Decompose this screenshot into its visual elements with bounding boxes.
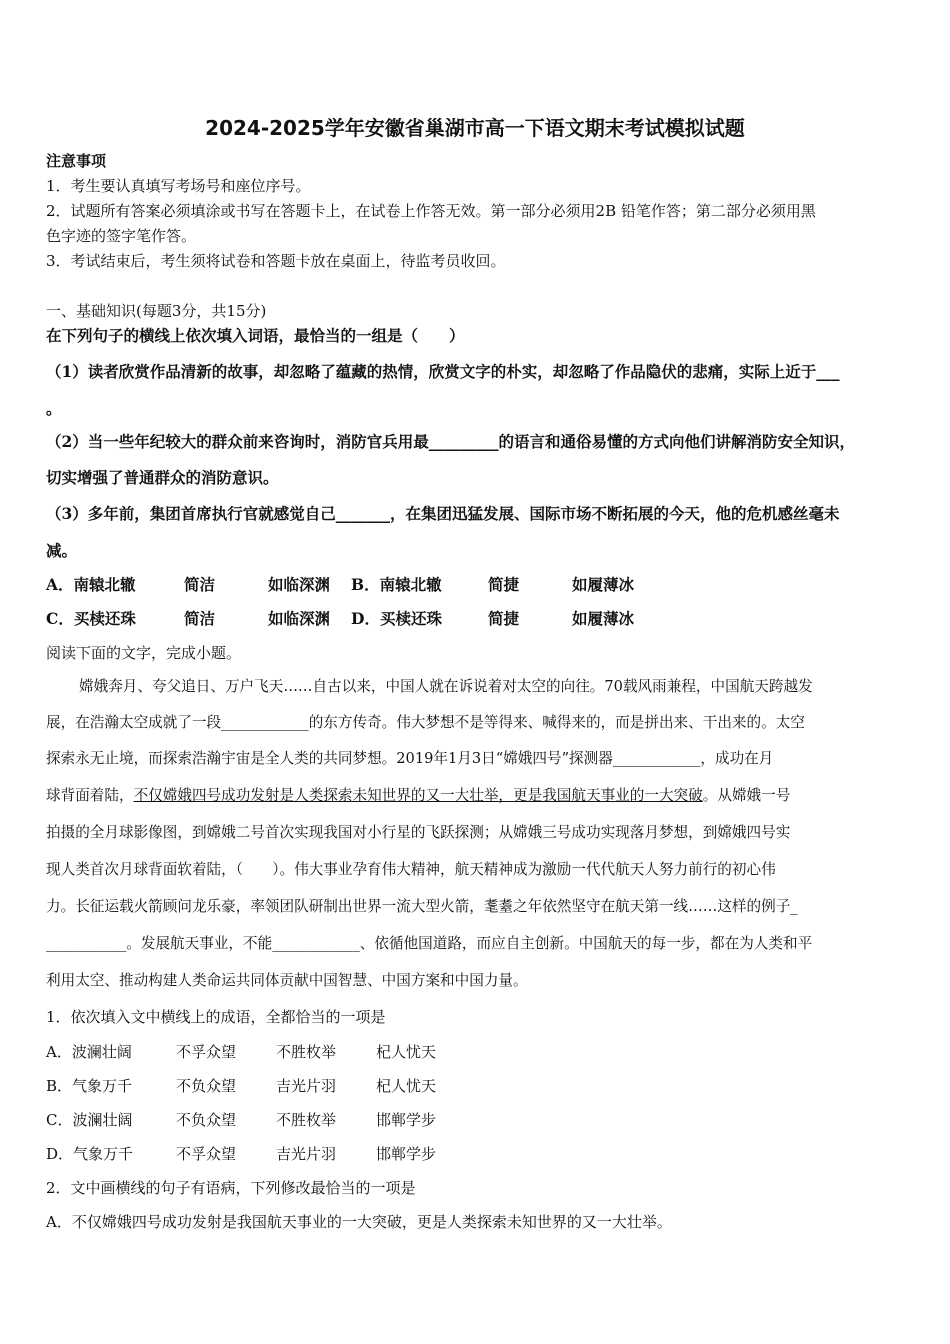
question-stem: 在下列句子的横线上依次填入词语，最恰当的一组是（ ） <box>46 326 465 345</box>
question-1-stem: 1．依次填入文中横线上的成语，全都恰当的一项是 <box>46 1008 386 1026</box>
option-d-word3: 如履薄冰 <box>572 609 635 628</box>
q1-option-a: A．波澜壮阔 <box>46 1043 132 1061</box>
passage-text: 球背面着陆， <box>46 787 134 804</box>
passage-line: 嫦娥奔月、夸父追日、万户飞天……自古以来，中国人就在诉说着对太空的向往。70载风雨兼程，中国航天跨越发 <box>79 678 813 695</box>
q1-option-c-word: 不负众望 <box>176 1111 237 1129</box>
q1-option-d-word: 不孚众望 <box>176 1145 237 1163</box>
passage-line: 展，在浩瀚太空成就了一段____________的东方传奇。伟大梦想不是等得来、喊得来的，而是拼出来、干出来的。太空 <box>46 714 805 731</box>
q1-option-b-word: 吉光片羽 <box>276 1077 337 1095</box>
sentence-1: （1）读者欣赏作品清新的故事，却忽略了蕴藏的热情，欣赏文字的朴实，却忽略了作品隐伏的悲痛，实际上近于___ <box>46 362 840 381</box>
page-title: 2024-2025学年安徽省巢湖市高一下语文期末考试模拟试题 <box>205 116 745 140</box>
q1-option-d-word: 邯郸学步 <box>376 1145 437 1163</box>
sentence-1-end: 。 <box>46 399 62 418</box>
option-c-word3: 如临深渊 <box>268 609 331 628</box>
option-d-word1: D．买椟还珠 <box>351 609 442 628</box>
q1-option-d: D．气象万千 <box>46 1145 134 1163</box>
q1-option-d-word: 吉光片羽 <box>276 1145 337 1163</box>
sentence-3: （3）多年前，集团首席执行官就感觉自己_______，在集团迅猛发展、国际市场不断拓展的今天，他的危机感丝毫未 <box>46 504 840 523</box>
q1-option-a-word: 杞人忧天 <box>376 1043 437 1061</box>
question-2-stem: 2．文中画横线的句子有语病，下列修改最恰当的一项是 <box>46 1179 416 1197</box>
option-a-word3: 如临深渊 <box>268 575 331 594</box>
notice-item: 3．考试结束后，考生须将试卷和答题卡放在桌面上，待监考员收回。 <box>46 252 506 270</box>
passage-line: 拍摄的全月球影像图，到嫦娥二号首次实现我国对小行星的飞跃探测；从嫦娥三号成功实现落月梦想，到嫦娥四号实 <box>46 824 791 841</box>
passage-text: 。从嫦娥一号 <box>702 787 791 804</box>
passage-line: 利用太空、推动构建人类命运共同体贡献中国智慧、中国方案和中国力量。 <box>46 972 528 989</box>
option-a-word1: A．南辕北辙 <box>46 575 136 594</box>
q1-option-a-word: 不孚众望 <box>176 1043 237 1061</box>
q1-option-b-word: 不负众望 <box>176 1077 237 1095</box>
passage-line <box>46 785 790 807</box>
sentence-3-end: 减。 <box>46 541 78 560</box>
q1-option-b-word: 杞人忧天 <box>376 1077 437 1095</box>
passage-line: ___________。发展航天事业，不能____________、依循他国道路，而应自主创新。中国航天的每一步，都在为人类和平 <box>46 935 813 952</box>
passage-line: 力。长征运载火箭顾问龙乐豪，率领团队研制出世界一流大型火箭，耄耋之年依然坚守在航天第一线……这样的例子_ <box>46 898 798 915</box>
option-d-word2: 简捷 <box>488 609 520 628</box>
q1-option-c-word: 邯郸学步 <box>376 1111 437 1129</box>
passage-line: 现人类首次月球背面软着陆，（ ）。伟大事业孕育伟大精神，航天精神成为激励一代代航天人努力前行的初心伟 <box>46 861 776 878</box>
q1-option-b: B．气象万千 <box>46 1077 133 1095</box>
option-c-word1: C．买椟还珠 <box>46 609 136 628</box>
notice-heading: 注意事项 <box>46 152 107 170</box>
reading-intro: 阅读下面的文字，完成小题。 <box>46 644 242 662</box>
notice-item: 色字迹的签字笔作答。 <box>46 227 197 245</box>
option-b-word2: 简捷 <box>488 575 520 594</box>
q1-option-a-word: 不胜枚举 <box>276 1043 337 1061</box>
notice-item: 2．试题所有答案必须填涂或书写在答题卡上，在试卷上作答无效。第一部分必须用2B 铅笔作答；第二部分必须用黑 <box>46 202 816 220</box>
q1-option-c: C．波澜壮阔 <box>46 1111 133 1129</box>
option-c-word2: 简洁 <box>184 609 216 628</box>
option-a-word2: 简洁 <box>184 575 216 594</box>
sentence-2-end: 切实增强了普通群众的消防意识。 <box>46 468 279 487</box>
section-heading: 一、基础知识(每题3分，共15分) <box>46 302 267 320</box>
option-b-word3: 如履薄冰 <box>572 575 635 594</box>
q1-option-c-word: 不胜枚举 <box>276 1111 337 1129</box>
sentence-2: （2）当一些年纪较大的群众前来咨询时，消防官兵用最_________的语言和通俗易懂的方式向他们讲解消防安全知识， <box>46 432 856 451</box>
passage-line: 探索永无止境，而探索浩瀚宇宙是全人类的共同梦想。2019年1月3日“嫦娥四号”探测器____________，成功在月 <box>46 750 774 767</box>
q2-option-a: A．不仅嫦娥四号成功发射是我国航天事业的一大突破，更是人类探索未知世界的又一大壮举。 <box>46 1213 672 1231</box>
option-b-word1: B．南辕北辙 <box>351 575 442 594</box>
underlined-sentence: 不仅嫦娥四号成功发射是人类探索未知世界的又一大壮举，更是我国航天事业的一大突破 <box>133 787 703 804</box>
notice-item: 1．考生要认真填写考场号和座位序号。 <box>46 177 311 195</box>
